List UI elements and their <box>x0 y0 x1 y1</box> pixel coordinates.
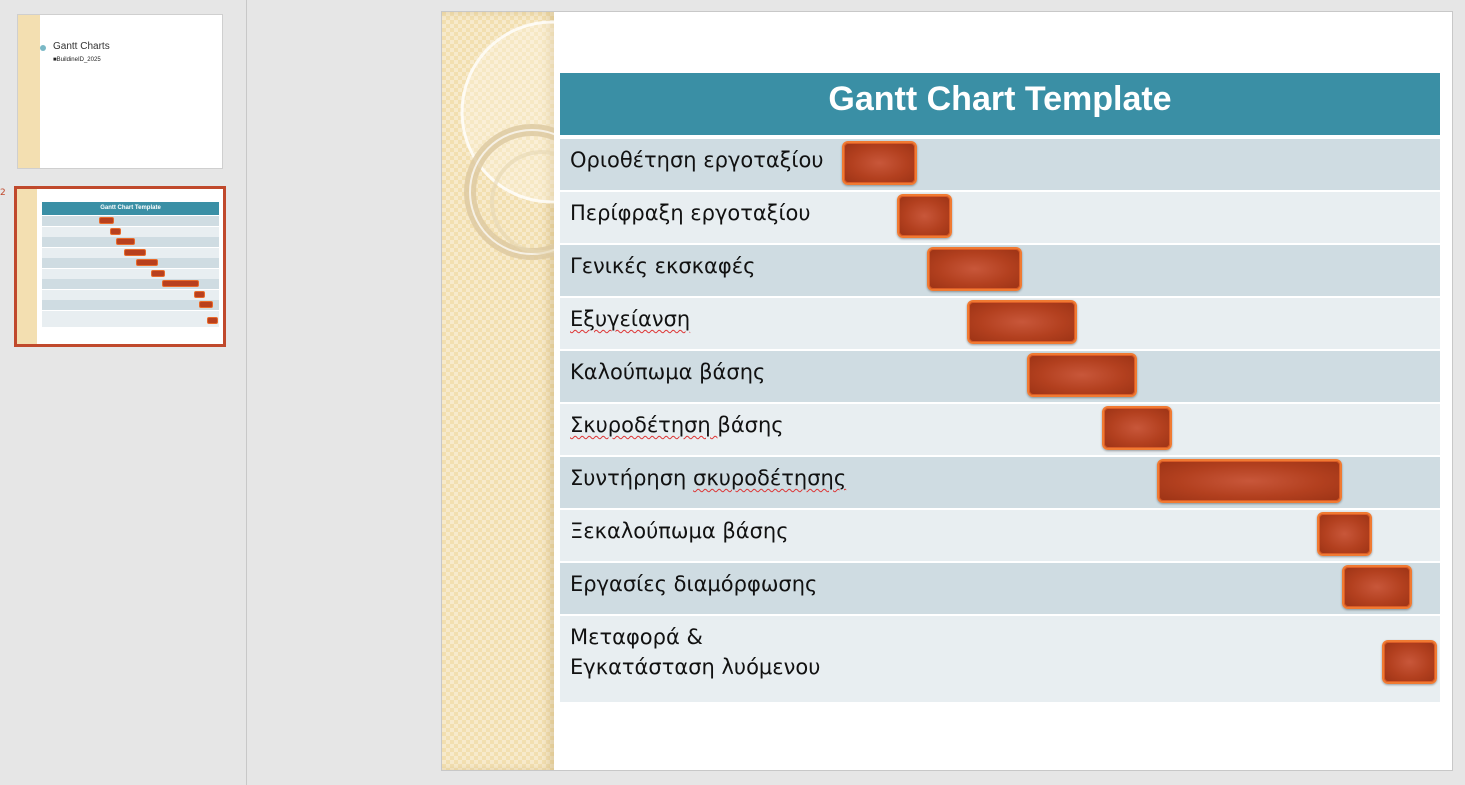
gantt-bar[interactable] <box>1027 353 1137 397</box>
gantt-bar[interactable] <box>967 300 1077 344</box>
slide-thumbnail-pane <box>0 0 247 785</box>
thumbnail-bar <box>199 301 213 308</box>
thumbnail-bar <box>151 270 165 277</box>
gantt-bar[interactable] <box>842 141 917 185</box>
task-label: Καλούπωμα βάσης <box>570 360 766 384</box>
gantt-row <box>560 192 1440 245</box>
thumbnail-bar <box>207 317 218 324</box>
gantt-bar[interactable] <box>1317 512 1372 556</box>
thumbnail-title: Gantt Charts <box>53 41 110 52</box>
task-label: Περίφραξη εργοταξίου <box>570 201 811 225</box>
task-label: Εργασίες διαμόρφωσης <box>570 572 818 596</box>
thumbnail-bar <box>124 249 146 256</box>
task-label: Συντήρηση σκυροδέτησης <box>570 466 847 490</box>
task-label: Μεταφορά & Εγκατάσταση λυόμενου <box>570 625 821 679</box>
gantt-bar[interactable] <box>897 194 952 238</box>
thumbnail-row <box>42 290 219 300</box>
thumbnail-row <box>42 216 219 226</box>
task-label: Σκυροδέτηση βάσης <box>570 413 784 437</box>
thumbnail-bar <box>136 259 158 266</box>
slide-thumbnail-2[interactable] <box>14 186 226 347</box>
slide-canvas[interactable] <box>441 11 1453 771</box>
task-label: Ξεκαλούπωμα βάσης <box>570 519 789 543</box>
thumbnail-bar <box>194 291 205 298</box>
thumbnail-subtitle: ■BuildineID_2025 <box>53 57 101 63</box>
gantt-row <box>560 616 1440 704</box>
gantt-bar[interactable] <box>1382 640 1437 684</box>
task-label: Εξυγείανση <box>570 307 691 331</box>
bullet-icon <box>40 45 46 51</box>
gantt-bar[interactable] <box>927 247 1022 291</box>
thumbnail-title: Gantt Chart Template <box>42 202 219 215</box>
current-slide-marker: 2 <box>0 188 6 198</box>
thumbnail-bar <box>99 217 114 224</box>
slide-decor-strip <box>442 12 554 770</box>
thumbnail-decor-strip <box>17 189 37 344</box>
thumbnail-row <box>42 300 219 310</box>
gantt-row <box>560 139 1440 192</box>
table-header: Gantt Chart Template <box>560 73 1440 137</box>
decor-circles-icon <box>442 12 554 771</box>
gantt-row <box>560 404 1440 457</box>
gantt-bar[interactable] <box>1342 565 1412 609</box>
thumbnail-row <box>42 311 219 327</box>
thumbnail-row <box>42 269 219 279</box>
thumbnail-row <box>42 227 219 237</box>
thumbnail-bar <box>116 238 135 245</box>
thumbnail-decor-strip <box>18 15 40 168</box>
slide-thumbnail-1[interactable] <box>17 14 223 169</box>
gantt-bar[interactable] <box>1157 459 1342 503</box>
task-label: Γενικές εκσκαφές <box>570 254 756 278</box>
thumbnail-bar <box>110 228 121 235</box>
gantt-row <box>560 563 1440 616</box>
gantt-bar[interactable] <box>1102 406 1172 450</box>
thumbnail-bar <box>162 280 199 287</box>
thumbnail-row <box>42 258 219 268</box>
gantt-row <box>560 510 1440 563</box>
task-label: Οριοθέτηση εργοταξίου <box>570 148 824 172</box>
gantt-row <box>560 351 1440 404</box>
